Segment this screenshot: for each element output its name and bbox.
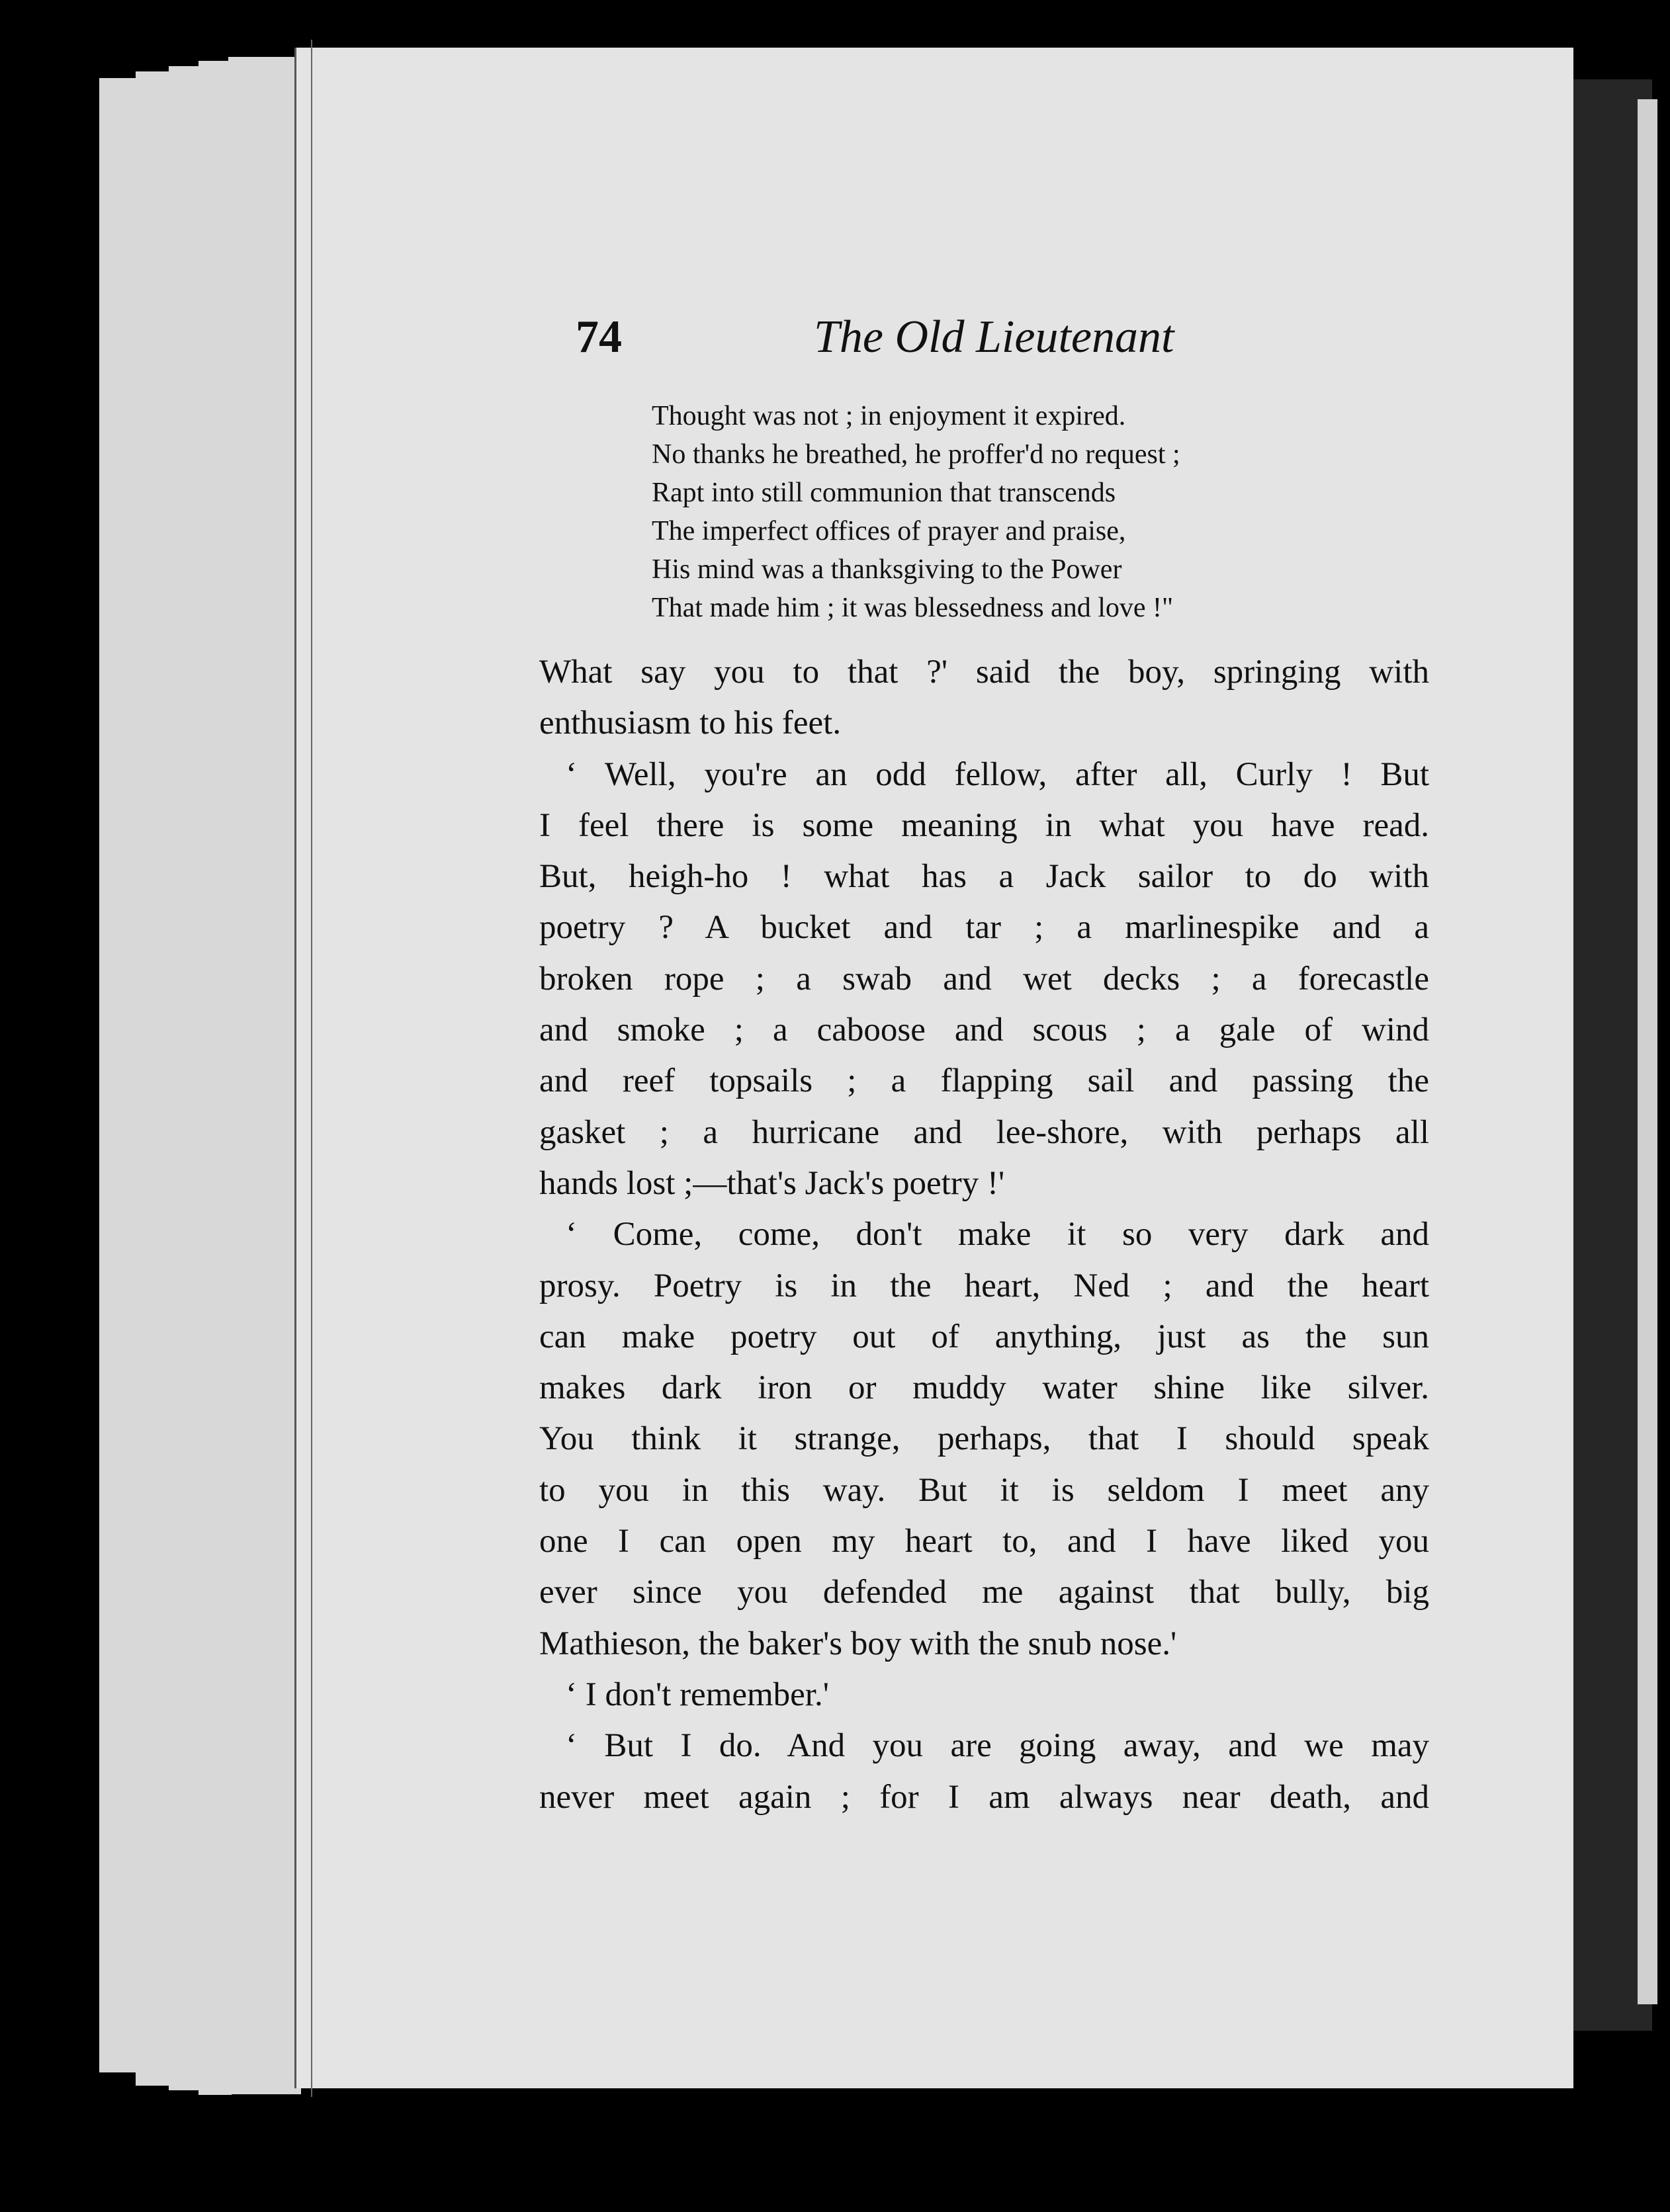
page-edge	[99, 78, 139, 2072]
text-line: prosy. Poetry is in the heart, Ned ; and the heart	[539, 1267, 1429, 1304]
text-line: poetry ? A bucket and tar ; a marlinespike and a	[539, 909, 1429, 947]
page-edge	[228, 57, 301, 2094]
text-line: and reef topsails ; a flapping sail and passing the	[539, 1062, 1429, 1100]
text-line: never meet again ; for I am always near death, and	[539, 1778, 1429, 1816]
poem-line: Thought was not ; in enjoyment it expired.	[652, 401, 1126, 431]
text-line: hands lost ;—that's Jack's poetry !'	[539, 1164, 1005, 1202]
text-line: and smoke ; a caboose and scous ; a gale of wind	[539, 1011, 1429, 1049]
text-line: I feel there is some meaning in what you have read.	[539, 806, 1429, 844]
poem-quotation	[652, 397, 1366, 627]
next-page-edge	[1638, 99, 1657, 2004]
body-text	[539, 647, 1429, 1823]
page-edge	[198, 61, 232, 2095]
text-line: What say you to that ?' said the boy, springing with	[539, 654, 1429, 691]
text-line: But, heigh-ho ! what has a Jack sailor to do with	[539, 858, 1429, 896]
text-line: ‘ But I do. And you are going away, and we may	[566, 1727, 1429, 1765]
running-head	[576, 311, 1251, 370]
text-line: ‘ Well, you're an odd fellow, after all, Curly ! But	[566, 755, 1429, 793]
poem-line: That made him ; it was blessedness and love !"	[652, 593, 1174, 623]
poem-line: The imperfect offices of prayer and praise,	[652, 516, 1126, 546]
page-border-rule	[311, 40, 312, 2097]
page-number: 74	[576, 312, 622, 362]
text-line: to you in this way. But it is seldom I meet any	[539, 1471, 1429, 1509]
text-line: You think it strange, perhaps, that I should speak	[539, 1420, 1429, 1458]
text-line: can make poetry out of anything, just as the sun	[539, 1318, 1429, 1355]
poem-line: His mind was a thanksgiving to the Power	[652, 554, 1122, 585]
poem-line: No thanks he breathed, he proffer'd no request ;	[652, 439, 1180, 470]
text-line: broken rope ; a swab and wet decks ; a forecastle	[539, 960, 1429, 998]
poem-line: Rapt into still communion that transcends	[652, 478, 1116, 508]
text-line: enthusiasm to his feet.	[539, 704, 842, 742]
text-line: Mathieson, the baker's boy with the snub nose.'	[539, 1625, 1177, 1662]
text-line: ever since you defended me against that bully, big	[539, 1574, 1429, 1611]
text-line: ‘ I don't remember.'	[566, 1676, 829, 1713]
text-line: gasket ; a hurricane and lee-shore, with perhaps all	[539, 1113, 1429, 1151]
running-title: The Old Lieutenant	[814, 312, 1174, 362]
text-line: makes dark iron or muddy water shine like silver.	[539, 1369, 1429, 1407]
page-edge	[136, 71, 170, 2086]
page-edge	[169, 66, 200, 2090]
text-line: ‘ Come, come, don't make it so very dark and	[566, 1216, 1429, 1254]
text-line: one I can open my heart to, and I have liked you	[539, 1523, 1429, 1560]
